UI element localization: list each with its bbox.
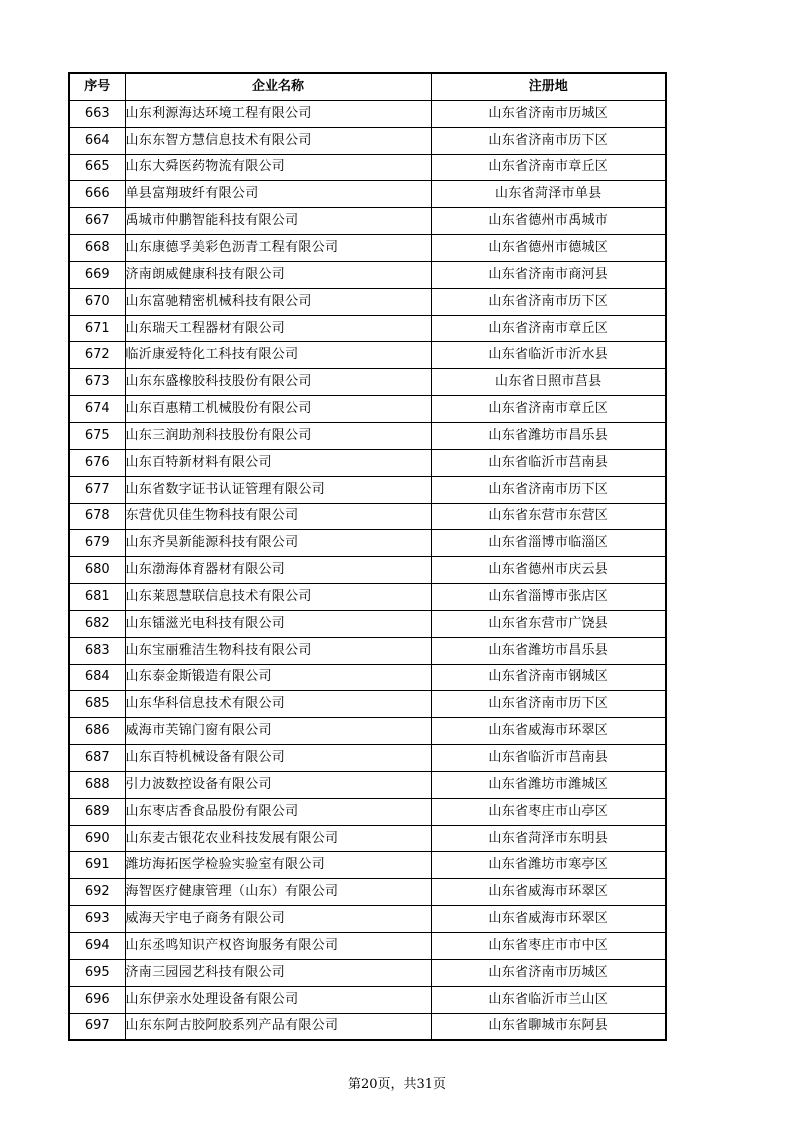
registered-place-cell: 山东省德州市禹城市	[431, 208, 666, 235]
table-row	[69, 852, 666, 879]
serial-number-cell: 688	[69, 771, 125, 798]
company-name-cell: 引力波数控设备有限公司	[125, 771, 431, 798]
table-row	[69, 825, 666, 852]
table-row	[69, 718, 666, 745]
company-name-cell: 山东枣店香食品股份有限公司	[125, 798, 431, 825]
company-name-cell: 山东百惠精工机械股份有限公司	[125, 396, 431, 423]
table-row	[69, 315, 666, 342]
serial-number-cell: 666	[69, 181, 125, 208]
company-name-cell: 单县富翔玻纤有限公司	[125, 181, 431, 208]
table-row	[69, 288, 666, 315]
serial-number-cell: 684	[69, 664, 125, 691]
registered-place-cell: 山东省济南市章丘区	[431, 154, 666, 181]
table-row	[69, 396, 666, 423]
table-row	[69, 476, 666, 503]
table-row	[69, 127, 666, 154]
serial-number-cell: 670	[69, 288, 125, 315]
registered-place-cell: 山东省济南市历城区	[431, 959, 666, 986]
serial-number-cell: 676	[69, 449, 125, 476]
serial-number-cell: 665	[69, 154, 125, 181]
serial-number-cell: 677	[69, 476, 125, 503]
table-row	[69, 933, 666, 960]
table-row	[69, 986, 666, 1013]
company-name-cell: 山东省数字证书认证管理有限公司	[125, 476, 431, 503]
company-name-cell: 山东镭滋光电科技有限公司	[125, 610, 431, 637]
registered-place-cell: 山东省东营市广饶县	[431, 610, 666, 637]
table-row	[69, 691, 666, 718]
table-row	[69, 181, 666, 208]
table-row	[69, 342, 666, 369]
company-name-cell: 山东泰金斯锻造有限公司	[125, 664, 431, 691]
header-serial-number: 序号	[69, 73, 125, 100]
table-row	[69, 261, 666, 288]
registered-place-cell: 山东省潍坊市昌乐县	[431, 637, 666, 664]
registered-place-cell: 山东省菏泽市单县	[431, 181, 666, 208]
company-name-cell: 山东莱恩慧联信息技术有限公司	[125, 584, 431, 611]
table-row	[69, 798, 666, 825]
registered-place-cell: 山东省济南市历下区	[431, 127, 666, 154]
company-name-cell: 威海市芙锦门窗有限公司	[125, 718, 431, 745]
registered-place-cell: 山东省济南市历下区	[431, 288, 666, 315]
header-company-name: 企业名称	[125, 73, 431, 100]
company-name-cell: 威海天宇电子商务有限公司	[125, 906, 431, 933]
registered-place-cell: 山东省济南市历下区	[431, 476, 666, 503]
serial-number-cell: 669	[69, 261, 125, 288]
serial-number-cell: 672	[69, 342, 125, 369]
company-name-cell: 临沂康爱特化工科技有限公司	[125, 342, 431, 369]
serial-number-cell: 680	[69, 557, 125, 584]
company-name-cell: 山东东盛橡胶科技股份有限公司	[125, 369, 431, 396]
registered-place-cell: 山东省济南市章丘区	[431, 396, 666, 423]
header-registered-place: 注册地	[431, 73, 666, 100]
serial-number-cell: 679	[69, 530, 125, 557]
serial-number-cell: 696	[69, 986, 125, 1013]
registered-place-cell: 山东省德州市庆云县	[431, 557, 666, 584]
serial-number-cell: 686	[69, 718, 125, 745]
company-name-cell: 山东富驰精密机械科技有限公司	[125, 288, 431, 315]
table-row	[69, 1013, 666, 1040]
table-row	[69, 879, 666, 906]
table-row	[69, 530, 666, 557]
company-name-cell: 济南三园园艺科技有限公司	[125, 959, 431, 986]
table-row	[69, 422, 666, 449]
company-name-cell: 禹城市仲鹏智能科技有限公司	[125, 208, 431, 235]
serial-number-cell: 695	[69, 959, 125, 986]
company-name-cell: 山东齐昊新能源科技有限公司	[125, 530, 431, 557]
company-name-cell: 山东东阿古胶阿胶系列产品有限公司	[125, 1013, 431, 1040]
serial-number-cell: 678	[69, 503, 125, 530]
registered-place-cell: 山东省威海市环翠区	[431, 718, 666, 745]
registered-place-cell: 山东省济南市历下区	[431, 691, 666, 718]
table-row	[69, 208, 666, 235]
registered-place-cell: 山东省潍坊市昌乐县	[431, 422, 666, 449]
registered-place-cell: 山东省临沂市兰山区	[431, 986, 666, 1013]
company-name-cell: 山东渤海体育器材有限公司	[125, 557, 431, 584]
table-row	[69, 745, 666, 772]
registered-place-cell: 山东省临沂市莒南县	[431, 745, 666, 772]
serial-number-cell: 668	[69, 235, 125, 262]
serial-number-cell: 683	[69, 637, 125, 664]
table-row	[69, 771, 666, 798]
company-name-cell: 山东大舜医药物流有限公司	[125, 154, 431, 181]
table-row	[69, 610, 666, 637]
registered-place-cell: 山东省潍坊市潍城区	[431, 771, 666, 798]
company-name-cell: 山东百特新材料有限公司	[125, 449, 431, 476]
registered-place-cell: 山东省东营市东营区	[431, 503, 666, 530]
registered-place-cell: 山东省济南市历城区	[431, 100, 666, 127]
table-row	[69, 664, 666, 691]
serial-number-cell: 681	[69, 584, 125, 611]
company-name-cell: 东营优贝佳生物科技有限公司	[125, 503, 431, 530]
registered-place-cell: 山东省济南市钢城区	[431, 664, 666, 691]
table-row	[69, 154, 666, 181]
table-row	[69, 959, 666, 986]
registered-place-cell: 山东省菏泽市东明县	[431, 825, 666, 852]
serial-number-cell: 674	[69, 396, 125, 423]
serial-number-cell: 689	[69, 798, 125, 825]
serial-number-cell: 682	[69, 610, 125, 637]
company-name-cell: 潍坊海拓医学检验实验室有限公司	[125, 852, 431, 879]
serial-number-cell: 675	[69, 422, 125, 449]
serial-number-cell: 692	[69, 879, 125, 906]
registered-place-cell: 山东省淄博市临淄区	[431, 530, 666, 557]
company-name-cell: 山东伊亲水处理设备有限公司	[125, 986, 431, 1013]
table-row	[69, 369, 666, 396]
serial-number-cell: 694	[69, 933, 125, 960]
table-row	[69, 637, 666, 664]
table-row	[69, 235, 666, 262]
registered-place-cell: 山东省淄博市张店区	[431, 584, 666, 611]
page-footer: 第20页，共31页	[347, 1077, 447, 1092]
company-name-cell: 济南朗威健康科技有限公司	[125, 261, 431, 288]
serial-number-cell: 671	[69, 315, 125, 342]
registered-place-cell: 山东省日照市莒县	[431, 369, 666, 396]
table-row	[69, 906, 666, 933]
registered-place-cell: 山东省临沂市沂水县	[431, 342, 666, 369]
company-name-cell: 山东三润助剂科技股份有限公司	[125, 422, 431, 449]
company-table	[68, 72, 667, 1041]
company-name-cell: 山东丞鸣知识产权咨询服务有限公司	[125, 933, 431, 960]
serial-number-cell: 697	[69, 1013, 125, 1040]
registered-place-cell: 山东省威海市环翠区	[431, 879, 666, 906]
table-row	[69, 557, 666, 584]
table-body	[69, 100, 666, 1040]
serial-number-cell: 667	[69, 208, 125, 235]
company-name-cell: 山东百特机械设备有限公司	[125, 745, 431, 772]
serial-number-cell: 685	[69, 691, 125, 718]
serial-number-cell: 663	[69, 100, 125, 127]
table-row	[69, 584, 666, 611]
registered-place-cell: 山东省济南市章丘区	[431, 315, 666, 342]
registered-place-cell: 山东省临沂市莒南县	[431, 449, 666, 476]
registered-place-cell: 山东省德州市德城区	[431, 235, 666, 262]
table-header-row	[69, 73, 666, 100]
serial-number-cell: 690	[69, 825, 125, 852]
company-name-cell: 海智医疗健康管理（山东）有限公司	[125, 879, 431, 906]
table-row	[69, 449, 666, 476]
company-name-cell: 山东利源海达环境工程有限公司	[125, 100, 431, 127]
serial-number-cell: 687	[69, 745, 125, 772]
registered-place-cell: 山东省聊城市东阿县	[431, 1013, 666, 1040]
serial-number-cell: 664	[69, 127, 125, 154]
table-row	[69, 100, 666, 127]
table-row	[69, 503, 666, 530]
serial-number-cell: 673	[69, 369, 125, 396]
company-name-cell: 山东东智方慧信息技术有限公司	[125, 127, 431, 154]
registered-place-cell: 山东省枣庄市山亭区	[431, 798, 666, 825]
company-name-cell: 山东康德孚美彩色沥青工程有限公司	[125, 235, 431, 262]
registered-place-cell: 山东省枣庄市市中区	[431, 933, 666, 960]
registered-place-cell: 山东省济南市商河县	[431, 261, 666, 288]
company-name-cell: 山东麦古银花农业科技发展有限公司	[125, 825, 431, 852]
company-name-cell: 山东宝丽雅洁生物科技有限公司	[125, 637, 431, 664]
company-name-cell: 山东华科信息技术有限公司	[125, 691, 431, 718]
registered-place-cell: 山东省威海市环翠区	[431, 906, 666, 933]
serial-number-cell: 693	[69, 906, 125, 933]
serial-number-cell: 691	[69, 852, 125, 879]
company-name-cell: 山东瑞天工程器材有限公司	[125, 315, 431, 342]
registered-place-cell: 山东省潍坊市寒亭区	[431, 852, 666, 879]
